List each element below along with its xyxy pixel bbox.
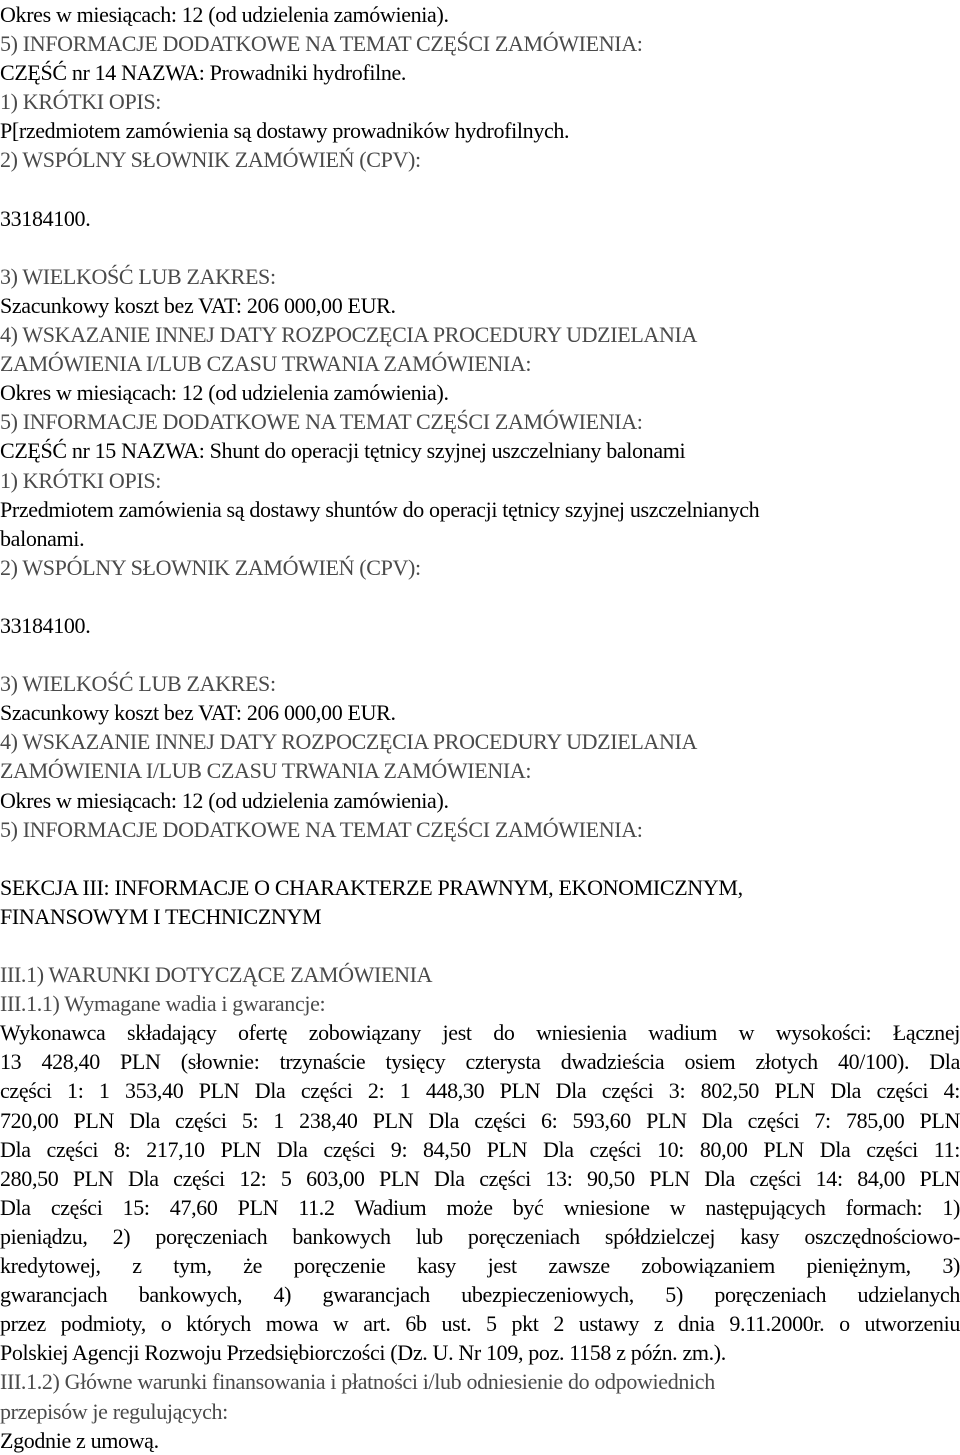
section-heading: 1) KRÓTKI OPIS: bbox=[0, 89, 161, 115]
section-heading: 3) WIELKOŚĆ LUB ZAKRES: bbox=[0, 263, 276, 289]
section-heading: 4) WSKAZANIE INNEJ DATY ROZPOCZĘCIA PROCEDURY UDZIELANIA bbox=[0, 729, 698, 755]
section-heading: ZAMÓWIENIA I/LUB CZASU TRWANIA ZAMÓWIENIA: bbox=[0, 351, 532, 377]
subsection-heading: III.1) WARUNKI DOTYCZĄCE ZAMÓWIENIA bbox=[0, 962, 433, 988]
paragraph-line: Wykonawca składający ofertę zobowiązany jest do wniesienia wadium w wysokości: Łącznej bbox=[0, 1020, 960, 1046]
cpv-code: 33184100. bbox=[0, 612, 91, 638]
text-line: P[rzedmiotem zamówienia są dostawy prowadników hydrofilnych. bbox=[0, 118, 570, 144]
spacer bbox=[0, 175, 960, 204]
paragraph-line: Dla części 15: 47,60 PLN 11.2 Wadium może być wniesione w następujących formach: 1) bbox=[0, 1194, 960, 1220]
cpv-code: 33184100. bbox=[0, 205, 91, 231]
text-line: Okres w miesiącach: 12 (od udzielenia zamówienia). bbox=[0, 380, 449, 406]
paragraph-line: gwarancjach bankowych, 4) gwarancjach ubezpieczeniowych, 5) poręczeniach udzielanych bbox=[0, 1282, 960, 1308]
paragraph-line: 720,00 PLN Dla części 5: 1 238,40 PLN Dla części 6: 593,60 PLN Dla części 7: 785,00 PLN bbox=[0, 1107, 960, 1133]
text-line: Szacunkowy koszt bez VAT: 206 000,00 EUR. bbox=[0, 700, 396, 726]
section-heading: ZAMÓWIENIA I/LUB CZASU TRWANIA ZAMÓWIENIA: bbox=[0, 758, 532, 784]
paragraph-line: pieniądzu, 2) poręczeniach bankowych lub poręczeniach spółdzielczej kasy oszczędnościowo- bbox=[0, 1223, 960, 1249]
section-heading: 3) WIELKOŚĆ LUB ZAKRES: bbox=[0, 671, 276, 697]
section-heading: 5) INFORMACJE DODATKOWE NA TEMAT CZĘŚCI ZAMÓWIENIA: bbox=[0, 409, 643, 435]
text-line: Zgodnie z umową. bbox=[0, 1427, 159, 1453]
text-line: Przedmiotem zamówienia są dostawy shuntów do operacji tętnicy szyjnej uszczelnianych bbox=[0, 496, 760, 522]
paragraph-line: 13 428,40 PLN (słownie: trzynaście tysięcy czterysta dwadzieścia osiem złotych 40/100). Dla bbox=[0, 1049, 960, 1075]
section-heading: 5) INFORMACJE DODATKOWE NA TEMAT CZĘŚCI ZAMÓWIENIA: bbox=[0, 31, 643, 57]
paragraph-line: Dla części 8: 217,10 PLN Dla części 9: 84,50 PLN Dla części 10: 80,00 PLN Dla części 11: bbox=[0, 1136, 960, 1162]
section-heading: 5) INFORMACJE DODATKOWE NA TEMAT CZĘŚCI ZAMÓWIENIA: bbox=[0, 816, 643, 842]
section-title: SEKCJA III: INFORMACJE O CHARAKTERZE PRAWNYM, EKONOMICZNYM, bbox=[0, 874, 743, 900]
spacer bbox=[0, 640, 960, 669]
spacer bbox=[0, 233, 960, 262]
section-heading: 4) WSKAZANIE INNEJ DATY ROZPOCZĘCIA PROCEDURY UDZIELANIA bbox=[0, 322, 698, 348]
subsection-heading: przepisów je regulujących: bbox=[0, 1398, 228, 1424]
subsection-heading: III.1.2) Główne warunki finansowania i płatności i/lub odniesienie do odpowiednich bbox=[0, 1369, 715, 1395]
section-title: FINANSOWYM I TECHNICZNYM bbox=[0, 903, 322, 929]
section-heading: 2) WSPÓLNY SŁOWNIK ZAMÓWIEŃ (CPV): bbox=[0, 147, 421, 173]
text-line: Okres w miesiącach: 12 (od udzielenia zamówienia). bbox=[0, 2, 449, 27]
spacer bbox=[0, 844, 960, 873]
paragraph-line: kredytowej, z tym, że poręczenie kasy jest zawsze zobowiązaniem pieniężnym, 3) bbox=[0, 1253, 960, 1279]
text-line: Okres w miesiącach: 12 (od udzielenia zamówienia). bbox=[0, 787, 449, 813]
deposit-paragraph bbox=[0, 1018, 960, 1367]
paragraph-line: części 1: 1 353,40 PLN Dla części 2: 1 448,30 PLN Dla części 3: 802,50 PLN Dla części 4: bbox=[0, 1078, 960, 1104]
paragraph-line: przez podmioty, o których mowa w art. 6b ust. 5 pkt 2 ustawy z dnia 9.11.2000r. o utworzeniu bbox=[0, 1311, 960, 1337]
section-heading: 2) WSPÓLNY SŁOWNIK ZAMÓWIEŃ (CPV): bbox=[0, 554, 421, 580]
subsection-heading: III.1.1) Wymagane wadia i gwarancje: bbox=[0, 991, 326, 1017]
text-line: Szacunkowy koszt bez VAT: 206 000,00 EUR. bbox=[0, 292, 396, 318]
paragraph-line: Polskiej Agencji Rozwoju Przedsiębiorczości (Dz. U. Nr 109, poz. 1158 z późn. zm.). bbox=[0, 1340, 726, 1366]
paragraph-line: 280,50 PLN Dla części 12: 5 603,00 PLN Dla części 13: 90,50 PLN Dla części 14: 84,00 PLN bbox=[0, 1165, 960, 1191]
text-line: balonami. bbox=[0, 525, 85, 551]
part-title: CZĘŚĆ nr 14 NAZWA: Prowadniki hydrofilne. bbox=[0, 60, 407, 86]
section-heading: 1) KRÓTKI OPIS: bbox=[0, 467, 161, 493]
part-title: CZĘŚĆ nr 15 NAZWA: Shunt do operacji tętnicy szyjnej uszczelniany balonami bbox=[0, 438, 686, 464]
spacer bbox=[0, 931, 960, 960]
spacer bbox=[0, 582, 960, 611]
